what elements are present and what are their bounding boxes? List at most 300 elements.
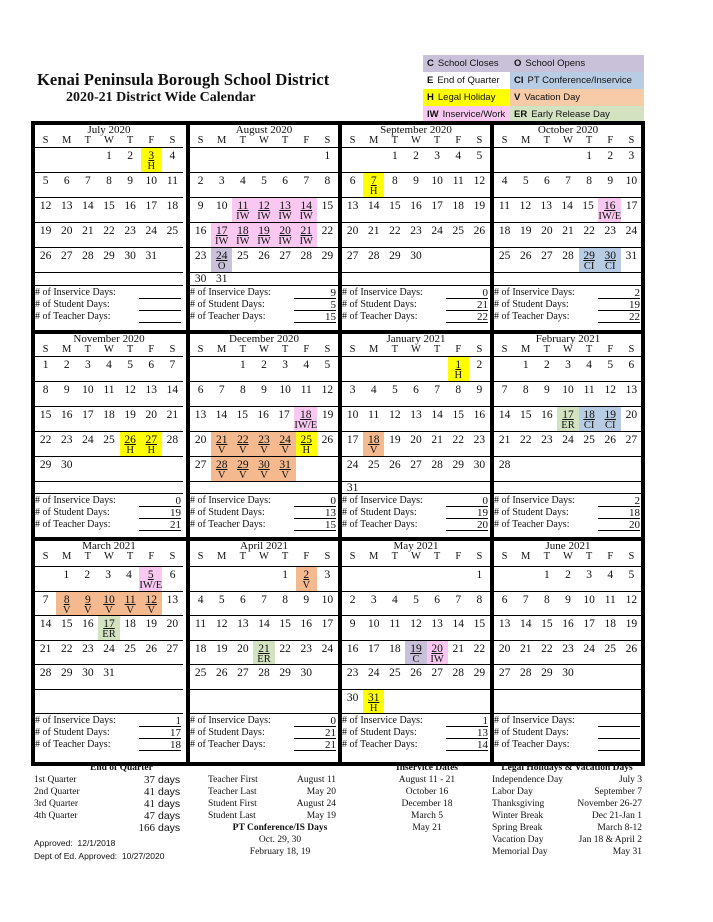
- empty-day-cell: [253, 690, 274, 714]
- stat-student-days: [190, 299, 338, 311]
- quarter-days: 47: [144, 810, 155, 822]
- weekday-label: M: [62, 551, 72, 562]
- day-cell: 15: [39, 409, 52, 421]
- day-cell: 2: [349, 593, 356, 606]
- holiday-label: Independence Day: [492, 775, 563, 785]
- weekday-label: T: [543, 135, 551, 146]
- legend: [423, 55, 644, 125]
- day-cell: 26: [473, 225, 486, 237]
- empty-day-cell: [141, 457, 162, 481]
- weekday-label: T: [281, 551, 289, 562]
- day-cell: 28: [452, 667, 465, 679]
- empty-day-cell: [141, 273, 162, 285]
- day-cell: 11: [389, 618, 401, 630]
- stat-value: 19: [446, 507, 488, 519]
- weekday-label: S: [349, 551, 356, 562]
- day-cell: 1: [522, 359, 529, 371]
- day-cell: 5: [522, 175, 529, 187]
- empty-day-cell: [275, 690, 296, 714]
- day-cell: 30 V: [253, 457, 274, 481]
- day-cell: 25 H: [296, 432, 317, 456]
- day-cell: 16: [194, 225, 207, 237]
- day-cell: 12: [410, 618, 422, 630]
- month-april-2021: [190, 541, 338, 762]
- month-title: April 2021: [240, 540, 288, 552]
- day-cell: 14: [166, 384, 179, 396]
- day-tag: IW/E: [598, 211, 622, 222]
- day-cell: 15: [321, 200, 334, 212]
- day-cell: 15: [519, 409, 532, 421]
- stat-teacher-days: [190, 311, 338, 323]
- stat-value: 0: [446, 287, 488, 299]
- day-cell: 20: [60, 225, 73, 237]
- day-cell: 8: [106, 175, 112, 187]
- empty-day-cell: [515, 148, 536, 172]
- day-cell: 11 IW: [232, 198, 253, 222]
- week-row: [494, 456, 642, 481]
- weekday-label: F: [303, 344, 310, 355]
- stat-value: [139, 287, 181, 299]
- day-cell: 21: [452, 642, 465, 655]
- day-cell: 15: [389, 200, 401, 212]
- key-date-value: May 19: [306, 811, 336, 821]
- week-row: [190, 566, 338, 591]
- day-cell: 13: [166, 593, 179, 606]
- legend-vacation-day: V Vacation Day: [510, 89, 644, 106]
- day-cell: 4: [239, 175, 246, 187]
- day-cell: 14 IW: [296, 198, 317, 222]
- stat-value: [139, 311, 181, 323]
- day-tag: H: [369, 702, 378, 714]
- stat-student-days: [190, 507, 338, 519]
- stat-inservice-days: [494, 287, 642, 299]
- day-cell: 18: [389, 642, 401, 655]
- stat-label: # of Teacher Days:: [35, 739, 111, 750]
- month-stats: [494, 713, 642, 751]
- week-row: [342, 689, 490, 714]
- day-cell: 7: [42, 593, 49, 606]
- day-tag: H: [147, 161, 156, 172]
- day-cell: 28 V: [211, 457, 232, 481]
- day-cell: 24: [145, 225, 158, 237]
- key-date-value: August 24: [296, 799, 336, 809]
- day-cell: 17: [346, 434, 359, 446]
- day-cell: 6: [282, 175, 288, 187]
- weekday-label: T: [281, 135, 289, 146]
- empty-day-cell: [621, 690, 642, 714]
- weekday-label: M: [217, 135, 227, 146]
- empty-day-cell: [494, 567, 515, 591]
- day-cell: 3: [349, 384, 356, 396]
- holiday-label: Thanksgiving: [492, 799, 545, 809]
- stat-inservice-days: [342, 495, 490, 507]
- month-stats: [342, 493, 490, 531]
- day-cell: 6: [63, 175, 70, 187]
- month-october-2020: [494, 125, 642, 330]
- week-row: [35, 197, 183, 222]
- day-cell: 21: [431, 434, 443, 446]
- day-cell: 7: [434, 384, 440, 396]
- day-cell: 1: [106, 150, 112, 162]
- day-cell: 7 H: [363, 173, 384, 197]
- empty-day-cell: [494, 273, 515, 285]
- stat-student-days: [35, 507, 183, 519]
- day-cell: 5: [391, 384, 398, 396]
- month-may-2021: [342, 541, 490, 762]
- day-cell: 11: [166, 175, 178, 187]
- empty-day-cell: [579, 690, 600, 714]
- day-tag: V: [126, 604, 134, 616]
- approved-line: Approved: 12/1/2018: [34, 838, 116, 848]
- day-cell: 18: [498, 225, 511, 237]
- day-cell: 6: [148, 359, 155, 371]
- day-cell: 31: [346, 482, 359, 494]
- day-cell: 6: [169, 569, 176, 581]
- day-cell: 29: [103, 250, 115, 262]
- weekday-label: T: [239, 344, 247, 355]
- month-title: June 2021: [545, 540, 591, 552]
- empty-day-cell: [515, 482, 536, 493]
- day-cell: 6: [628, 359, 635, 371]
- day-cell: 23: [82, 642, 94, 655]
- weekday-label: M: [217, 344, 227, 355]
- month-title: August 2020: [235, 124, 293, 136]
- empty-day-cell: [405, 482, 426, 493]
- day-cell: 30: [60, 459, 73, 471]
- stat-value: 0: [446, 495, 488, 507]
- week-row: [35, 381, 183, 406]
- day-cell: 28: [431, 459, 443, 471]
- day-cell: 24: [431, 225, 443, 237]
- empty-day-cell: [141, 482, 162, 493]
- day-cell: 12: [39, 200, 52, 212]
- stat-inservice-days: [494, 495, 642, 507]
- week-row: [342, 356, 490, 381]
- day-cell: 25: [166, 225, 179, 237]
- day-cell: 10: [431, 175, 443, 187]
- day-cell: 17: [321, 618, 334, 630]
- empty-day-cell: [141, 690, 162, 714]
- day-cell: 7: [303, 175, 310, 187]
- day-cell: 15: [473, 618, 486, 630]
- week-row: [342, 591, 490, 616]
- day-cell: 21 ER: [253, 641, 274, 665]
- empty-day-cell: [405, 567, 426, 591]
- week-row: [190, 640, 338, 665]
- inservice-date: October 16: [405, 787, 449, 797]
- empty-day-cell: [98, 690, 119, 714]
- end-of-quarter-heading: End of Quarter: [90, 763, 153, 773]
- empty-day-cell: [317, 690, 338, 714]
- month-stats: [494, 493, 642, 531]
- day-tag: IW/E: [139, 580, 163, 591]
- holiday-date: September 7: [594, 787, 642, 797]
- day-cell: 24 O: [211, 248, 232, 272]
- day-cell: 5: [218, 593, 225, 606]
- day-cell: 10: [321, 593, 334, 606]
- empty-day-cell: [296, 457, 317, 481]
- empty-day-cell: [162, 665, 183, 689]
- empty-day-cell: [557, 457, 578, 481]
- day-cell: 12: [519, 200, 532, 212]
- day-cell: 16: [82, 618, 94, 630]
- day-cell: 18: [103, 409, 115, 421]
- day-tag: IW: [236, 211, 250, 222]
- day-cell: 31: [145, 250, 158, 262]
- day-cell: 5: [476, 150, 483, 162]
- first-last-days: [208, 774, 336, 822]
- day-cell: 5 IW/E: [139, 569, 163, 591]
- week-row: [35, 615, 183, 640]
- empty-day-cell: [211, 690, 232, 714]
- day-cell: 9: [261, 384, 267, 396]
- stat-inservice-days: [35, 715, 183, 727]
- weekday-header: [342, 551, 490, 562]
- day-cell: 8: [476, 593, 483, 606]
- day-cell: 18: [194, 642, 207, 655]
- holiday-label: Winter Break: [492, 811, 544, 821]
- day-cell: 24: [346, 459, 359, 471]
- empty-day-cell: [363, 482, 384, 493]
- legend-school-closes: C School Closes: [423, 55, 510, 72]
- weekday-header: [35, 135, 183, 146]
- empty-day-cell: [363, 567, 384, 591]
- empty-day-cell: [427, 248, 448, 272]
- key-date-value: August 11: [297, 775, 336, 785]
- key-date-value: May 20: [306, 787, 336, 797]
- weekday-label: M: [369, 551, 379, 562]
- stat-teacher-days: [35, 519, 183, 531]
- empty-day-cell: [296, 690, 317, 714]
- empty-day-cell: [579, 665, 600, 689]
- stat-label: # of Inservice Days:: [494, 715, 575, 726]
- stat-value: 13: [294, 507, 336, 519]
- stat-value: 18: [139, 739, 181, 751]
- empty-day-cell: [579, 457, 600, 481]
- stat-inservice-days: [342, 715, 490, 727]
- day-cell: 23: [604, 225, 617, 237]
- legend-legal-holiday: H Legal Holiday: [423, 89, 510, 106]
- empty-day-cell: [342, 273, 363, 285]
- legend-early-release: ER Early Release Day: [510, 106, 644, 123]
- empty-day-cell: [317, 457, 338, 481]
- day-cell: 25: [103, 434, 115, 446]
- stat-value: 0: [139, 495, 181, 507]
- day-cell: 25: [389, 667, 401, 679]
- week-row: [190, 356, 338, 381]
- empty-day-cell: [515, 690, 536, 714]
- stat-student-days: [494, 727, 642, 739]
- day-cell: 2 V: [296, 567, 317, 591]
- quarter-days: 41: [144, 798, 155, 810]
- empty-day-cell: [317, 665, 338, 689]
- week-row: [190, 222, 338, 247]
- day-cell: 15: [541, 618, 553, 630]
- weekday-label: S: [42, 551, 49, 562]
- stat-inservice-days: [190, 715, 338, 727]
- day-cell: 25: [367, 459, 380, 471]
- day-tag: ER: [257, 653, 271, 665]
- day-cell: 13: [145, 384, 158, 396]
- day-cell: 5: [42, 175, 49, 187]
- empty-day-cell: [77, 148, 98, 172]
- stat-label: # of Student Days:: [35, 507, 110, 518]
- day-cell: 20: [194, 434, 207, 446]
- stat-label: # of Teacher Days:: [190, 519, 266, 530]
- weekday-label: F: [607, 551, 614, 562]
- key-date-row: [208, 774, 336, 786]
- day-cell: 17 ER: [557, 407, 578, 431]
- stat-teacher-days: [35, 311, 183, 323]
- empty-day-cell: [56, 148, 77, 172]
- empty-day-cell: [35, 148, 56, 172]
- day-tag: CI: [605, 420, 616, 431]
- week-row-overflow: [342, 481, 490, 493]
- week-row: [35, 222, 183, 247]
- day-cell: 1: [391, 150, 398, 162]
- empty-day-cell: [427, 567, 448, 591]
- weekday-label: W: [563, 344, 573, 355]
- weekday-label: F: [303, 135, 310, 146]
- stat-label: # of Student Days:: [342, 727, 417, 738]
- day-cell: 29: [321, 250, 334, 262]
- holiday-date: May 31: [612, 847, 642, 857]
- day-cell: 24: [103, 642, 115, 655]
- day-cell: 23: [541, 434, 553, 446]
- days-unit: days: [158, 810, 181, 822]
- weekday-header: [190, 344, 338, 355]
- day-cell: 28: [519, 667, 532, 679]
- day-cell: 5: [127, 359, 133, 371]
- day-cell: 12 IW: [253, 198, 274, 222]
- weekday-label: T: [126, 135, 134, 146]
- day-cell: 19: [473, 200, 486, 212]
- empty-day-cell: [253, 148, 274, 172]
- week-row: [494, 381, 642, 406]
- stat-label: # of Inservice Days:: [494, 495, 575, 506]
- stat-label: # of Inservice Days:: [190, 715, 271, 726]
- end-of-quarter-section: [34, 762, 184, 834]
- month-july-2020: [35, 125, 183, 330]
- stat-value: 20: [598, 519, 640, 531]
- weekday-header: [342, 135, 490, 146]
- weekday-label: F: [148, 135, 155, 146]
- day-cell: 2: [476, 359, 483, 371]
- empty-day-cell: [162, 482, 183, 493]
- empty-day-cell: [384, 273, 405, 285]
- day-cell: 22: [39, 434, 52, 446]
- day-cell: 19 C: [405, 641, 426, 665]
- week-row: [342, 381, 490, 406]
- empty-day-cell: [557, 148, 578, 172]
- stat-value: [598, 727, 640, 739]
- month-title: September 2020: [380, 124, 452, 136]
- week-row: [35, 247, 183, 272]
- week-row: [190, 689, 338, 714]
- week-row: [494, 356, 642, 381]
- empty-day-cell: [211, 148, 232, 172]
- stat-label: # of Teacher Days:: [35, 311, 111, 322]
- day-cell: 19: [625, 618, 638, 630]
- day-cell: 26 H: [120, 432, 141, 456]
- day-cell: 3: [434, 150, 440, 162]
- stat-value: 18: [598, 507, 640, 519]
- weekday-label: T: [126, 551, 134, 562]
- day-cell: 18 CI: [579, 407, 600, 431]
- day-cell: 17 IW: [211, 223, 232, 247]
- quarter-row: [34, 786, 184, 798]
- day-cell: 20 IW: [275, 223, 296, 247]
- stat-student-days: [342, 727, 490, 739]
- empty-day-cell: [120, 457, 141, 481]
- holiday-date: Dec 21-Jan 1: [591, 811, 642, 821]
- day-cell: 16: [346, 642, 359, 655]
- weekday-label: S: [501, 344, 508, 355]
- day-cell: 18 IW/E: [294, 409, 318, 431]
- empty-day-cell: [579, 482, 600, 493]
- legend-inservice-work: IW Inservice/Work: [423, 106, 510, 123]
- day-tag: IW: [278, 236, 292, 247]
- stat-value: 17: [139, 727, 181, 739]
- empty-day-cell: [515, 567, 536, 591]
- weekday-header: [190, 135, 338, 146]
- week-row: [342, 406, 490, 431]
- empty-day-cell: [275, 482, 296, 493]
- day-cell: 20: [237, 642, 249, 655]
- day-cell: 16: [473, 409, 486, 421]
- day-cell: 5: [261, 175, 267, 187]
- holiday-row: [492, 822, 642, 834]
- day-cell: 16: [257, 409, 269, 421]
- day-cell: 2: [565, 569, 571, 581]
- day-cell: 16: [541, 409, 553, 421]
- day-cell: 27: [194, 459, 207, 471]
- weekday-label: T: [433, 344, 441, 355]
- empty-day-cell: [162, 457, 183, 481]
- day-cell: 14: [258, 618, 270, 630]
- empty-day-cell: [232, 482, 253, 493]
- day-cell: 13: [194, 409, 207, 421]
- empty-day-cell: [253, 567, 274, 591]
- empty-day-cell: [190, 357, 211, 381]
- day-cell: 11: [103, 384, 115, 396]
- stat-label: # of Student Days:: [494, 299, 569, 310]
- empty-day-cell: [211, 357, 232, 381]
- empty-day-cell: [296, 273, 317, 285]
- weekday-label: S: [42, 344, 49, 355]
- day-cell: 23: [473, 434, 486, 446]
- weekday-label: M: [521, 135, 531, 146]
- stat-value: 19: [598, 299, 640, 311]
- day-cell: 9: [349, 618, 356, 630]
- stat-value: 15: [294, 519, 336, 531]
- day-cell: 27: [346, 250, 359, 262]
- day-cell: 21: [367, 225, 380, 237]
- day-tag: V: [302, 580, 311, 591]
- day-tag: V: [239, 445, 247, 456]
- day-cell: 18: [452, 200, 465, 212]
- day-cell: 10: [279, 384, 291, 396]
- day-cell: 22: [279, 642, 291, 655]
- stat-label: # of Student Days:: [35, 727, 110, 738]
- empty-day-cell: [515, 457, 536, 481]
- stat-label: # of Inservice Days:: [35, 495, 116, 506]
- stat-teacher-days: [494, 739, 642, 751]
- weekday-label: T: [391, 135, 399, 146]
- legend-end-of-quarter: E End of Quarter: [423, 72, 510, 89]
- day-cell: 17 ER: [98, 616, 119, 640]
- day-cell: 1: [239, 359, 246, 371]
